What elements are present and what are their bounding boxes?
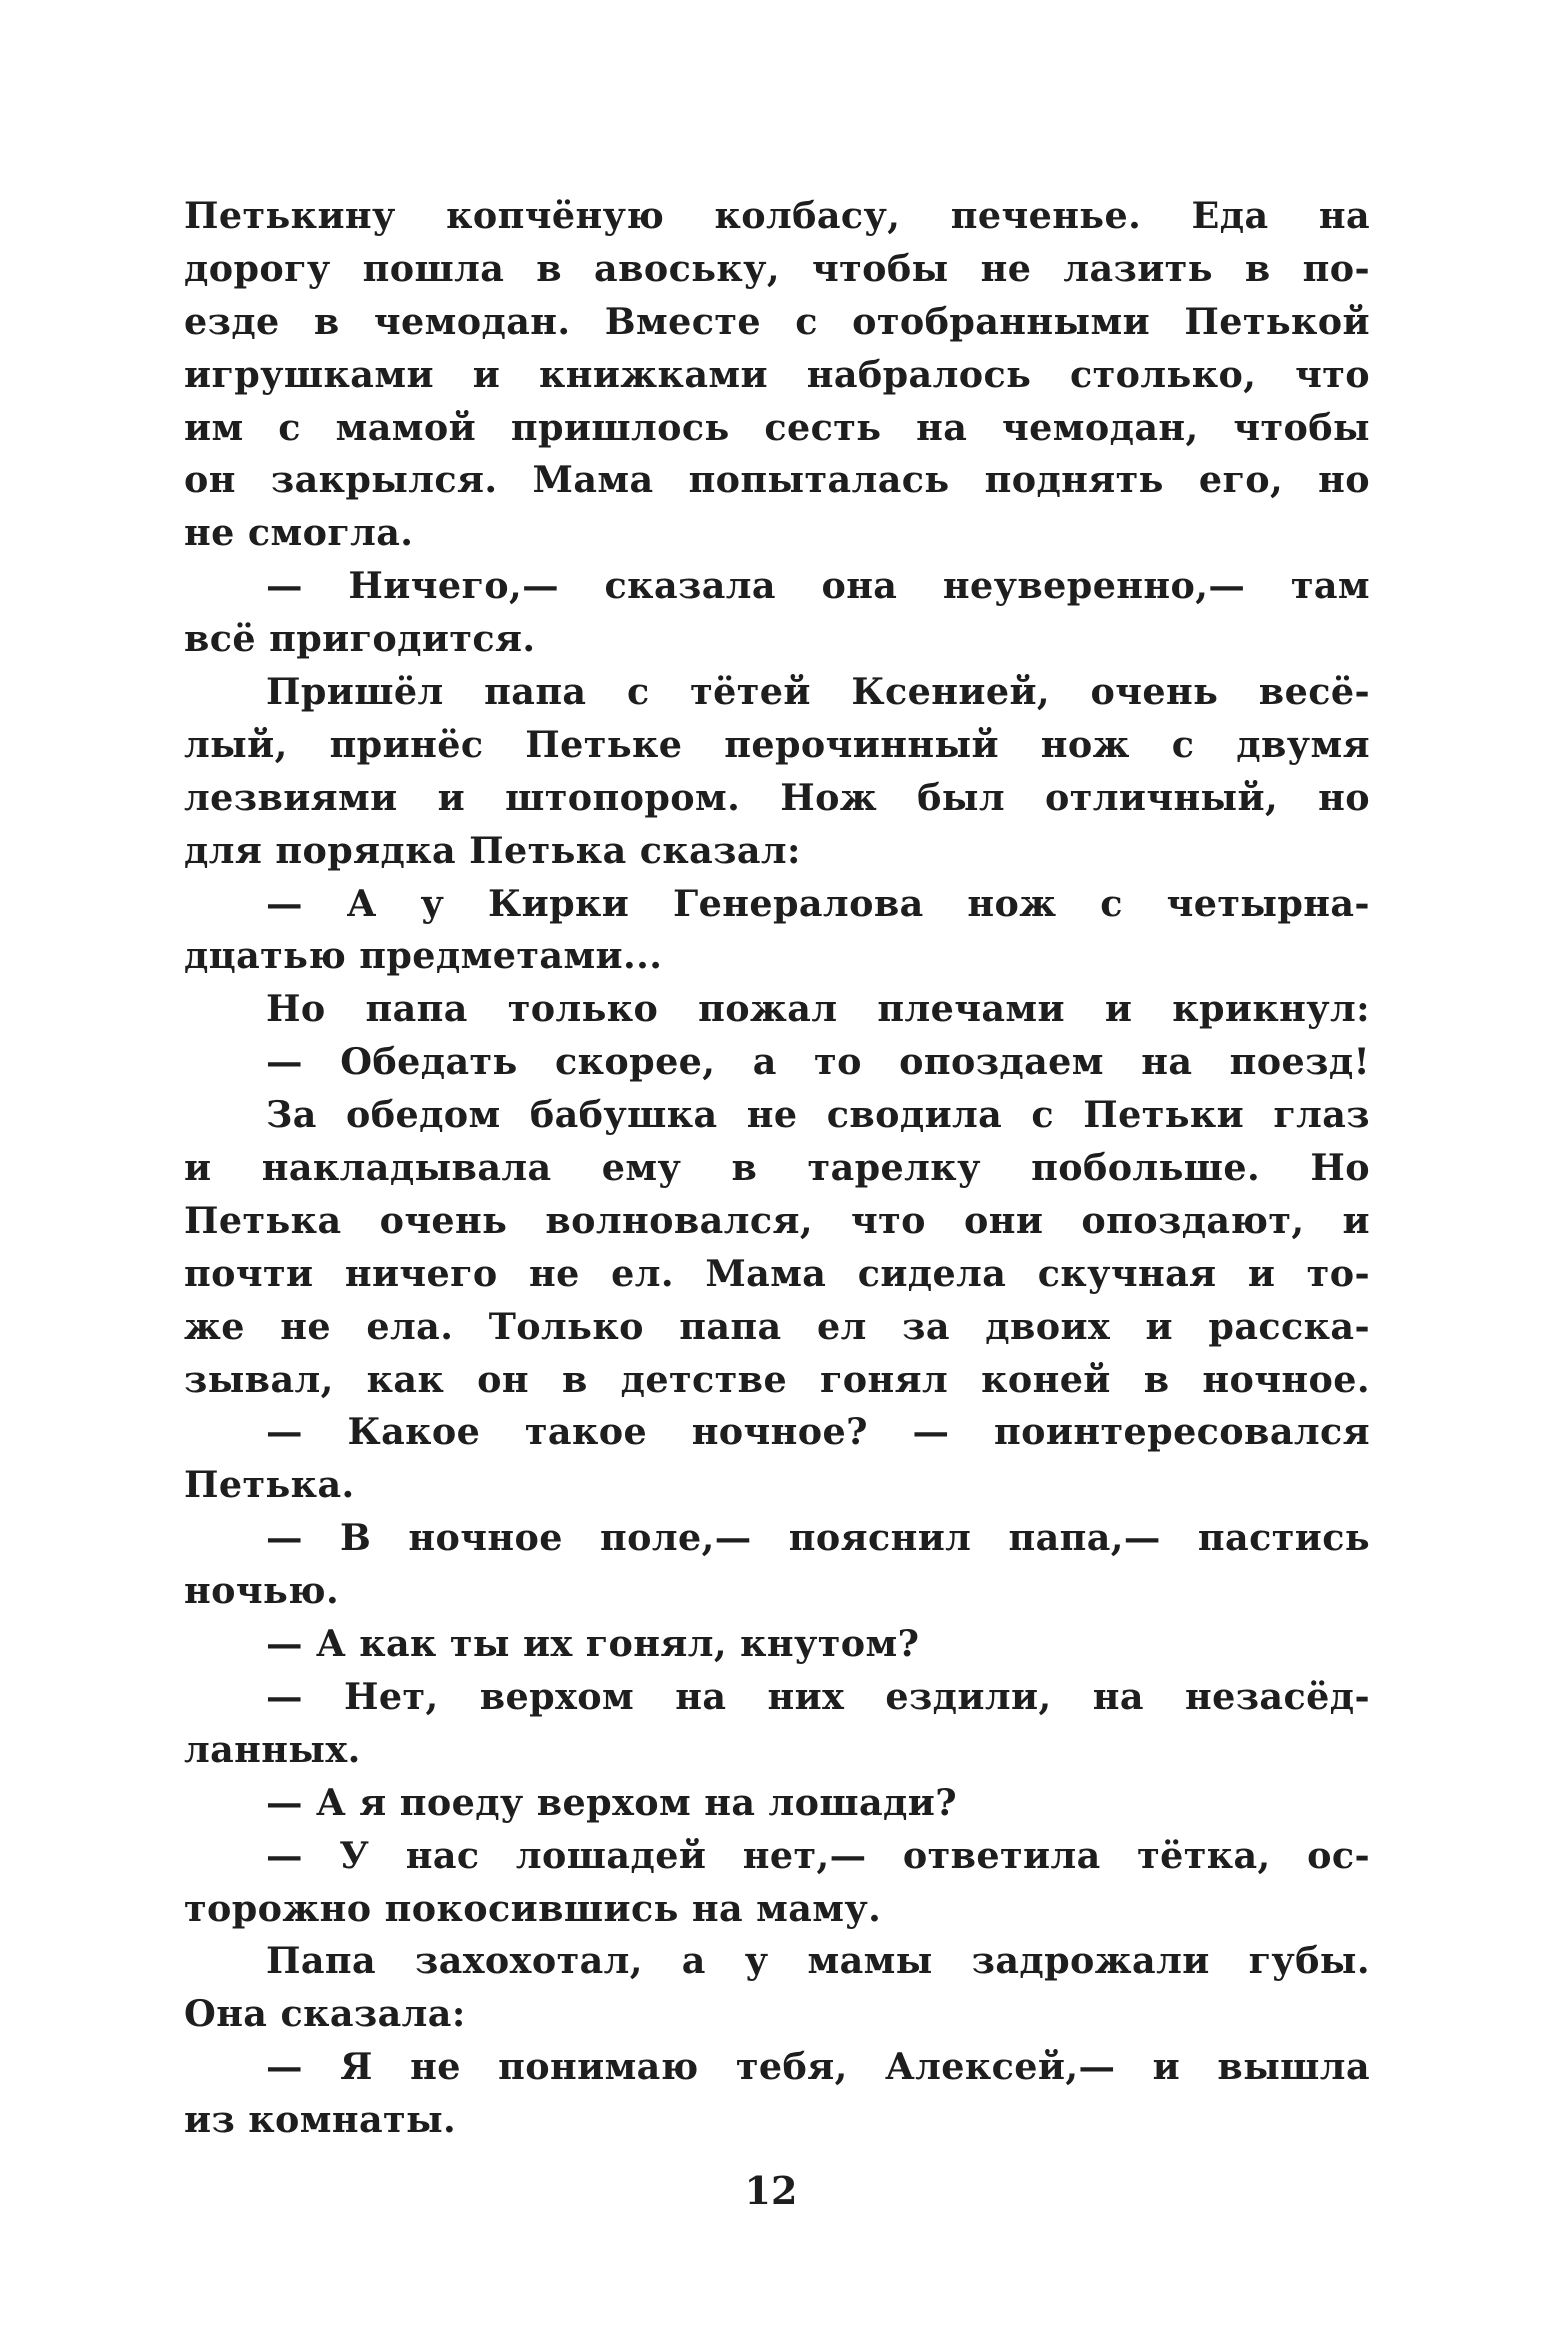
text-line: Она сказала: xyxy=(184,1992,466,2036)
text-line: ланных. xyxy=(184,1727,361,1771)
body-text xyxy=(184,190,1370,2147)
text-line: зывал, как он в детстве гонял коней в ночное. xyxy=(184,1357,1370,1401)
text-line: для порядка Петька сказал: xyxy=(184,828,801,872)
text-line: ночью. xyxy=(184,1569,340,1613)
text-line: Но папа только пожал плечами и крикнул: xyxy=(266,987,1370,1031)
text-line: За обедом бабушка не сводила с Петьки глаз xyxy=(266,1093,1370,1137)
text-line: лезвиями и штопором. Нож был отличный, но xyxy=(184,775,1370,819)
text-line: дорогу пошла в авоську, чтобы не лазить в по- xyxy=(184,246,1370,290)
text-line: он закрылся. Мама попыталась поднять его, но xyxy=(184,458,1370,502)
text-line: — В ночное поле,— пояснил папа,— пастись xyxy=(266,1516,1370,1560)
text-line: — Ничего,— сказала она неуверенно,— там xyxy=(266,564,1370,608)
text-line: Пришёл папа с тётей Ксенией, очень весё- xyxy=(266,670,1370,714)
text-line: же не ела. Только папа ел за двоих и расска- xyxy=(184,1304,1370,1348)
text-line: игрушками и книжками набралось столько, что xyxy=(184,352,1370,396)
text-line: из комнаты. xyxy=(184,2098,457,2142)
text-line: — Я не понимаю тебя, Алексей,— и вышла xyxy=(266,2045,1370,2089)
text-line: — Какое такое ночное? — поинтересовался xyxy=(266,1410,1370,1454)
text-line: — А как ты их гонял, кнутом? xyxy=(266,1622,920,1666)
text-line: им с мамой пришлось сесть на чемодан, чтобы xyxy=(184,405,1370,449)
page-number: 12 xyxy=(744,2168,798,2213)
text-line: почти ничего не ел. Мама сидела скучная и то- xyxy=(184,1251,1370,1295)
text-line: Петька. xyxy=(184,1463,355,1507)
text-line: — А у Кирки Генералова нож с четырна- xyxy=(266,881,1370,925)
text-line: Петькину копчёную колбасу, печенье. Еда на xyxy=(184,194,1370,237)
text-line: — Нет, верхом на них ездили, на незасёд- xyxy=(266,1674,1370,1718)
text-line: — У нас лошадей нет,— ответила тётка, ос- xyxy=(266,1833,1370,1877)
text-line: — Обедать скорее, а то опоздаем на поезд! xyxy=(266,1040,1370,1084)
text-line: и накладывала ему в тарелку побольше. Но xyxy=(184,1146,1370,1190)
text-line: езде в чемодан. Вместе с отобранными Петькой xyxy=(184,299,1370,343)
text-line: лый, принёс Петьке перочинный нож с двумя xyxy=(184,722,1370,766)
text-line: торожно покосившись на маму. xyxy=(184,1886,882,1930)
text-line: всё пригодится. xyxy=(184,617,536,661)
text-line: не смогла. xyxy=(184,511,414,555)
text-line: — А я поеду верхом на лошади? xyxy=(266,1780,958,1824)
text-line: дцатью предметами... xyxy=(184,934,663,978)
text-line: Петька очень волновался, что они опоздают, и xyxy=(184,1198,1370,1242)
text-line: Папа захохотал, а у мамы задрожали губы. xyxy=(266,1939,1370,1983)
